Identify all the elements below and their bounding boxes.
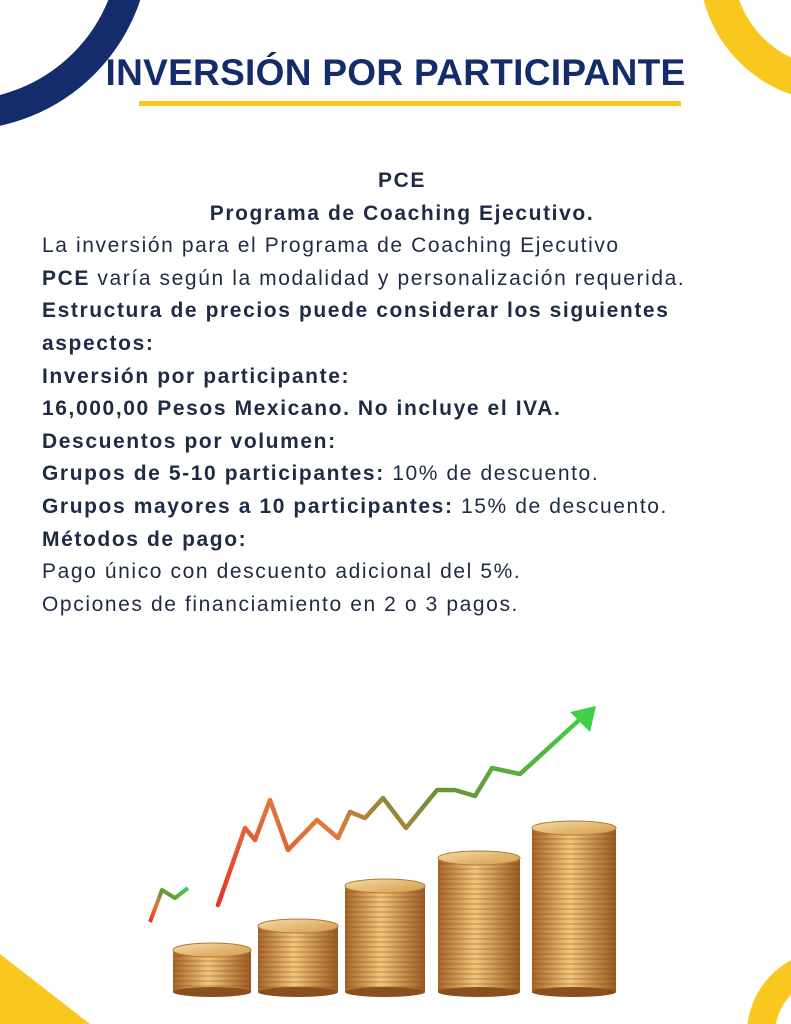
discount-value: 10% de descuento. [384,462,600,486]
discount-label: Grupos mayores a 10 participantes: [42,494,454,518]
discount-item [42,458,762,491]
coin-stack [438,851,520,997]
arrow-head [570,706,596,732]
discount-item [42,491,762,524]
arrow-line [150,888,188,922]
investment-value: 16,000,00 Pesos Mexicano. No incluye el IVA. [42,397,562,421]
payment-item: Pago único con descuento adicional del 5%. [42,560,522,584]
corner-wedge-bottom-left [0,954,90,1024]
coin-stack [173,943,251,997]
structure-heading: Estructura de precios puede considerar los siguientes aspectos: [42,299,670,355]
page-title: INVERSIÓN POR PARTICIPANTE [105,52,686,93]
volume-heading: Descuentos por volumen: [42,429,337,453]
payment-item: Opciones de financiamiento en 2 o 3 pagos. [42,592,519,616]
coin-stack [532,821,616,997]
growth-arrow-coins-icon [140,700,630,1000]
discount-label: Grupos de 5-10 participantes: [42,462,385,486]
program-name: Programa de Coaching Ejecutivo. [209,201,595,225]
payment-heading: Métodos de pago: [42,527,248,551]
intro-paragraph [42,230,762,295]
program-acronym: PCE [378,169,426,192]
coin-stack [258,919,338,997]
investment-heading: Inversión por participante: [42,364,351,388]
intro-rest: varía según la modalidad y personalización requerida. [89,266,686,290]
intro-line: La inversión para el Programa de Coaching Ejecutivo [42,234,620,258]
title-underline [139,101,681,106]
content-body [42,165,762,621]
corner-arc-bottom-right [741,934,791,1024]
coin-stack [345,879,425,997]
discount-value: 15% de descuento. [453,494,668,518]
intro-acronym: PCE [42,266,90,290]
